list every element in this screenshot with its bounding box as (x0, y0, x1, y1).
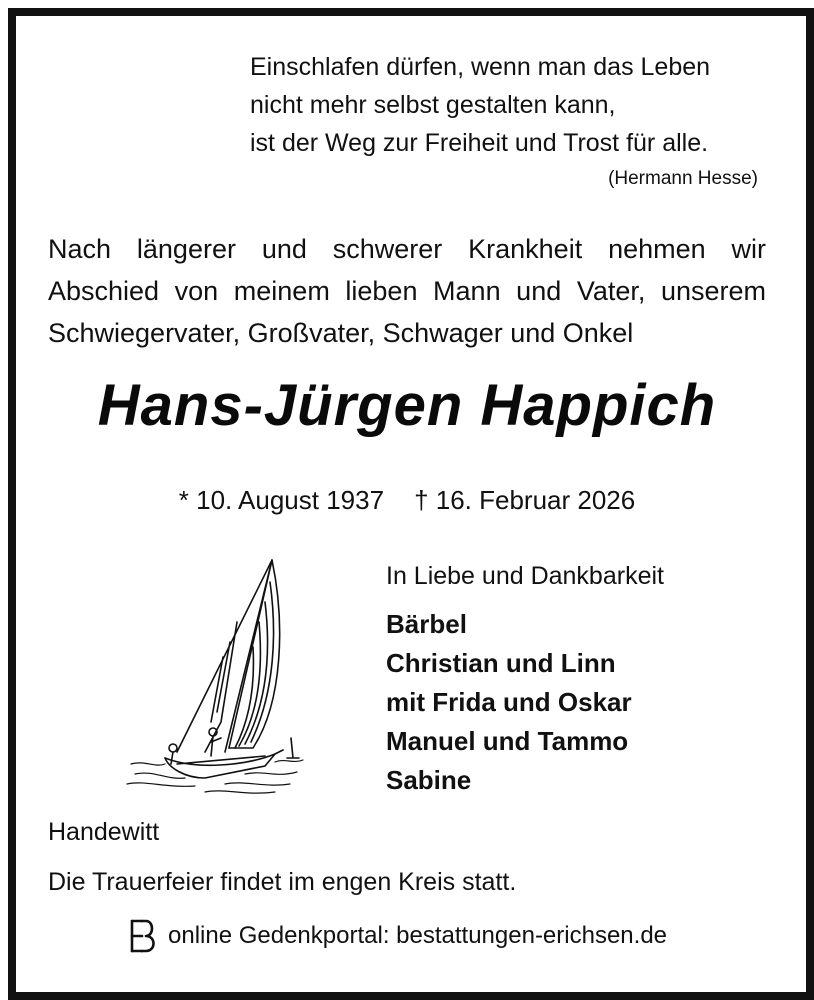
online-portal (128, 918, 667, 954)
mourners-heading: In Liebe und Dankbarkeit (386, 562, 664, 590)
mourner-name: Manuel und Tammo (386, 726, 629, 756)
mourner-name: Bärbel (386, 609, 467, 639)
sailboat-icon (125, 552, 305, 800)
quote-block (250, 48, 710, 162)
quote-line: Einschlafen dürfen, wenn man das Leben (250, 53, 711, 81)
quote-author: (Hermann Hesse) (608, 168, 758, 189)
mourner-name: Sabine (386, 765, 472, 795)
intro-text (48, 228, 766, 354)
intro-line: Abschied von meinem lieben Mann und Vater, unserem (48, 276, 766, 306)
sailboat-illustration (125, 552, 305, 800)
death-date: † 16. Februar 2026 (414, 485, 636, 515)
life-dates (0, 485, 814, 516)
quote-line: ist der Weg zur Freiheit und Trost für alle. (250, 129, 709, 157)
deceased-name: Hans-Jürgen Happich (97, 373, 717, 438)
ceremony-note: Die Trauerfeier findet im engen Kreis statt. (48, 868, 517, 896)
eb-logo-icon (128, 918, 160, 954)
mourner-name: mit Frida und Oskar (386, 687, 632, 717)
place: Handewitt (48, 818, 160, 846)
portal-text: online Gedenkportal: bestattungen-erichsen.de (168, 922, 668, 949)
quote-line: nicht mehr selbst gestalten kann, (250, 91, 616, 119)
mourners-list (386, 605, 632, 800)
intro-line: Schwiegervater, Großvater, Schwager und Onkel (48, 318, 634, 348)
intro-line: Nach längerer und schwerer Krankheit nehmen wir (48, 234, 766, 264)
mourner-name: Christian und Linn (386, 648, 616, 678)
birth-date: * 10. August 1937 (178, 485, 385, 515)
